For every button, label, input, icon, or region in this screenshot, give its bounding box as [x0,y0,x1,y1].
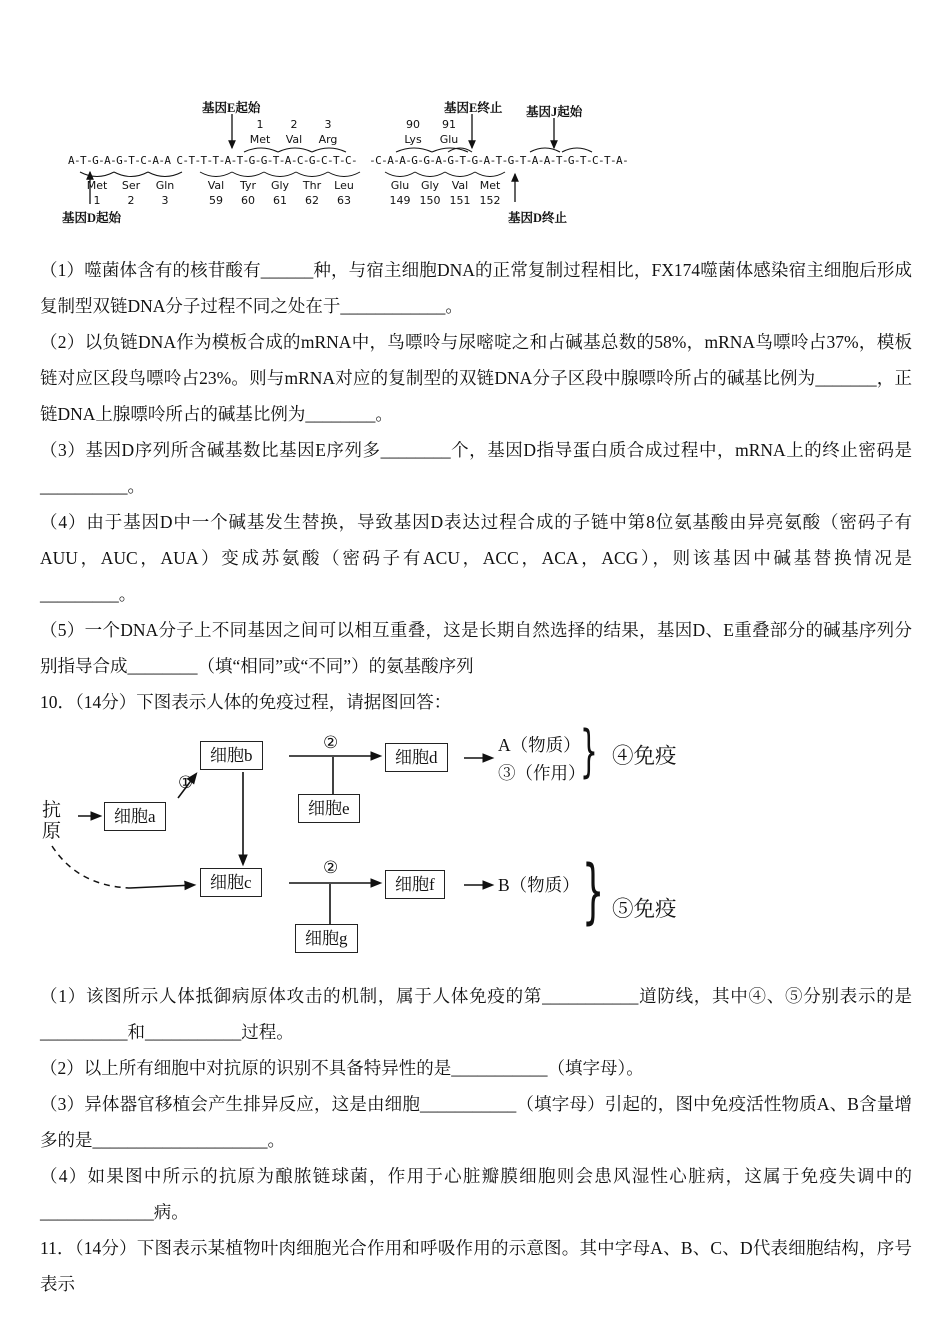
q9-sub5: （5）一个DNA分子上不同基因之间可以相互重叠，这是长期自然选择的结果，基因D、E重叠部分的碱基序列分别指导合成________（填“相同”或“不同”）的氨基酸序列 [40,620,912,676]
q10-intro: 10．（14分）下图表示人体的免疫过程，请据图回答： [40,692,452,712]
gene-e-end-label: 基因E终止 [444,101,503,115]
gene-d-codons-2 [200,179,360,207]
codon-aas-left [243,133,345,146]
antigen-label: 抗原 [42,800,62,842]
sequence-item: Gly [420,179,440,192]
sequence-item: Val [451,179,469,192]
cell-d-box: 细胞d [385,743,448,772]
sequence-item: Met [86,179,108,192]
gene-e-start-label: 基因E起始 [202,101,261,115]
substance-a-label: A（物质） [498,735,581,755]
sequence-item: 3 [161,194,169,207]
aa-row-3 [385,179,505,192]
codon-index-right [395,118,467,146]
dna-base-sequence: A-T-G-A-G-T-C-A-A C-T-T-T-A-T-G-G-T-A-C-G-C-T-C- -C-A-A-G-G-A-G-T-G-A-T-G-T-A-A-T-G-T-C-T-A- [68,154,629,167]
sequence-item: 62 [305,194,319,207]
sequence-item: 2 [290,118,298,131]
q10-sub3: （3）异体器官移植会产生排异反应，这是由细胞___________（填字母）引起的，图中免疫活性物质A、B含量增多的是____________________。 [40,1094,912,1150]
sequence-item: 152 [479,194,501,207]
cell-f-box: 细胞f [385,870,445,899]
q10-sub2: （2）以上所有细胞中对抗原的识别不具备特异性的是___________（填字母）。 [40,1058,644,1078]
sequence-item: 1 [256,118,264,131]
brace-immunity-4: } [580,719,598,784]
sequence-item: Leu [334,179,354,192]
gene-d-codons-1 [80,179,182,207]
sequence-item: Ser [121,179,141,192]
brace-immunity-5: } [582,850,605,932]
q11-intro: 11．（14分）下图表示某植物叶肉细胞光合作用和呼吸作用的示意图。其中字母A、B、C、D代表细胞结构，序号表示 [40,1238,912,1294]
sequence-item: 151 [449,194,471,207]
substance-b-label: B（物质） [498,875,580,895]
sequence-item: Thr [302,179,322,192]
sequence-item: Glu [390,179,410,192]
sequence-item: 59 [209,194,223,207]
sequence-item: Lys [404,133,422,146]
step-2-circle-bottom: ② [323,858,339,877]
step-1-circle: ① [178,773,194,792]
cell-b-box: 细胞b [200,741,263,770]
num-row-2 [200,194,360,207]
cell-c-box: 细胞c [200,868,262,897]
immunity-4-label: ④免疫 [612,744,677,768]
sequence-item: Met [249,133,271,146]
sequence-item: 149 [389,194,411,207]
num-row-1 [80,194,182,207]
q9-sub4: （4）由于基因D中一个碱基发生替换，导致基因D表达过程合成的子链中第8位氨基酸由异亮氨酸（密码子有AUU，AUC，AUA）变成苏氨酸（密码子有ACU，ACC，ACA，ACG），则该基因中碱基替换情况是_________。 [40,512,912,604]
gene-j-start-label: 基因J起始 [526,105,583,119]
codon-aas-right [395,133,467,146]
sequence-item: 91 [442,118,456,131]
immunity-5-label: ⑤免疫 [612,897,677,921]
sequence-item: 63 [337,194,351,207]
q10-sub4: （4）如果图中所示的抗原为酿脓链球菌，作用于心脏瓣膜细胞则会患风湿性心脏病，这属于免疫失调中的_____________病。 [40,1166,912,1222]
codon-numbers-left [243,118,345,131]
sequence-item: Gly [270,179,290,192]
sequence-item: 2 [127,194,135,207]
gene-d-start-label: 基因D起始 [62,211,122,225]
q9-sub2: （2）以负链DNA作为模板合成的mRNA中，鸟嘌呤与尿嘧啶之和占碱基总数的58%，mRNA鸟嘌呤占37%，模板链对应区段鸟嘌呤占23%。则与mRNA对应的复制型的双链DNA分子区段中腺嘌呤所占的碱基比例为_______，正链DNA上腺嘌呤所占的碱基比例为________。 [40,332,912,424]
immune-process-diagram [40,719,730,968]
effect-3-label: ③（作用） [498,763,586,783]
gene-d-codons-3 [385,179,505,207]
sequence-item: Val [207,179,225,192]
num-row-3 [385,194,505,207]
sequence-item: Val [285,133,303,146]
sequence-item: 61 [273,194,287,207]
codon-index-left [243,118,345,146]
sequence-item: 1 [93,194,101,207]
codon-numbers-right [395,118,467,131]
sequence-item: 60 [241,194,255,207]
q9-sub1: （1）噬菌体含有的核苷酸有______种，与宿主细胞DNA的正常复制过程相比，FX174噬菌体感染宿主细胞后形成复制型双链DNA分子过程不同之处在于____________。 [40,260,912,316]
sequence-item: Arg [318,133,338,146]
gene-d-end-label: 基因D终止 [508,211,568,225]
cell-e-box: 细胞e [298,794,360,823]
step-2-circle-top: ② [323,733,339,752]
q9-sub3: （3）基因D序列所含碱基数比基因E序列多________个，基因D指导蛋白质合成过程中，mRNA上的终止密码是__________。 [40,440,912,496]
cell-a-box: 细胞a [104,802,166,831]
sequence-item: Tyr [239,179,257,192]
question-text-block [40,252,912,1302]
sequence-item: Met [479,179,501,192]
aa-row-1 [80,179,182,192]
sequence-item: 90 [406,118,420,131]
dna-sequence-diagram [60,96,905,236]
cell-g-box: 细胞g [295,924,358,953]
aa-row-2 [200,179,360,192]
sequence-item: Gln [155,179,175,192]
sequence-item: 3 [324,118,332,131]
sequence-item: Glu [439,133,459,146]
q10-sub1: （1）该图所示人体抵御病原体攻击的机制，属于人体免疫的第___________道防线，其中④、⑤分别表示的是__________和___________过程。 [40,986,912,1042]
sequence-item: 150 [419,194,441,207]
